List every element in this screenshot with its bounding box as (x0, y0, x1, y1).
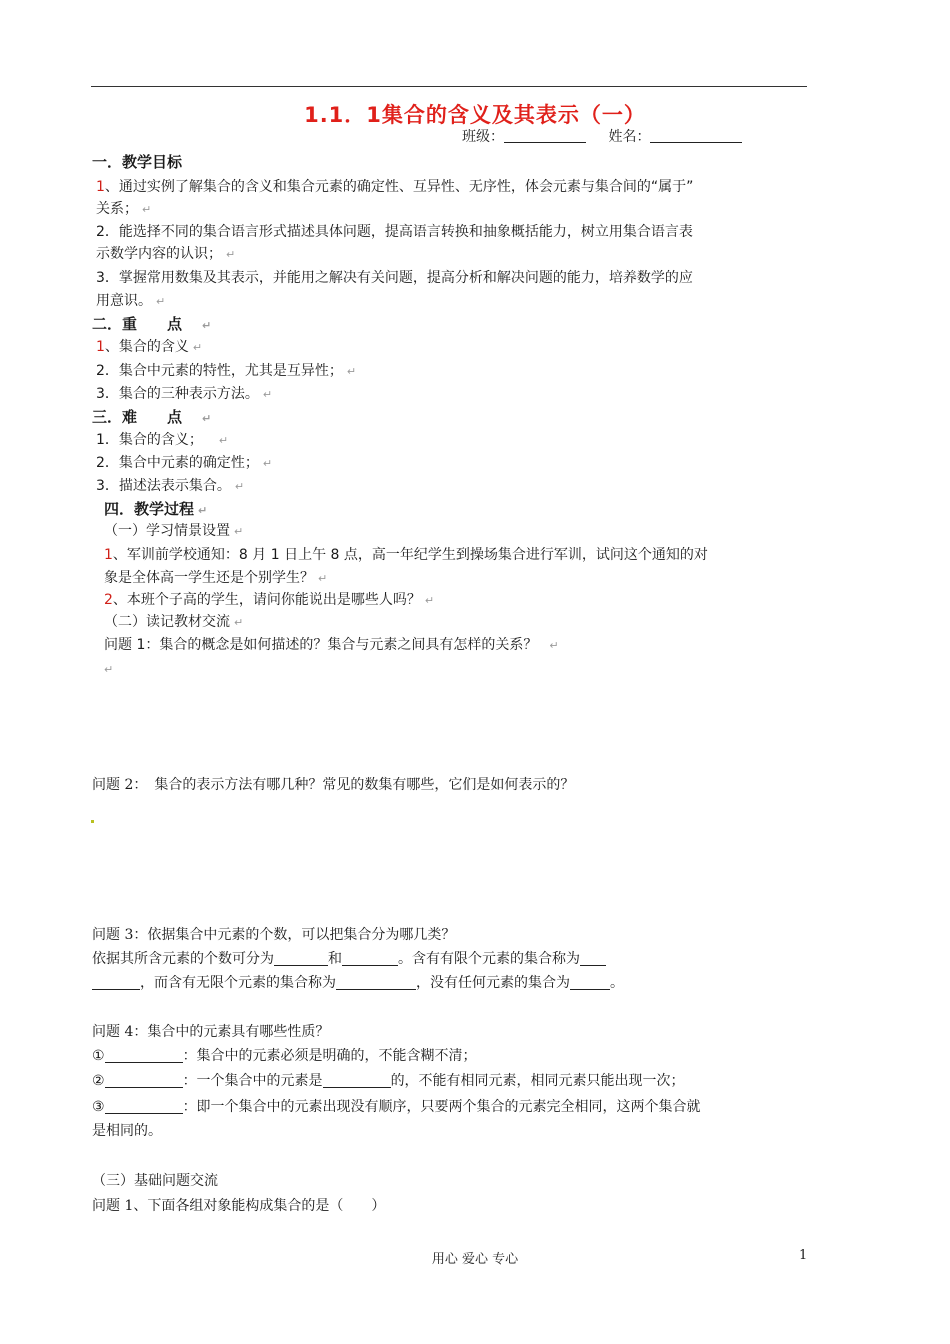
key-point-2: 2．集合中元素的特性，尤其是互异性； ↵ (96, 363, 357, 379)
student-info (462, 126, 742, 146)
scenario-2: 2、本班个子高的学生，请问你能说出是哪些人吗？ ↵ (104, 592, 435, 608)
fill-blank[interactable] (342, 951, 398, 966)
paragraph-mark-icon: ↵ (234, 525, 244, 538)
name-blank[interactable] (650, 128, 742, 143)
fill-blank[interactable] (92, 975, 140, 990)
paragraph-mark-icon: ↵ (142, 203, 152, 216)
paragraph-mark-icon: ↵ (202, 319, 212, 332)
class-label: 班级： (462, 129, 504, 145)
fill-blank[interactable] (323, 1073, 391, 1088)
subsection-scenario: （一）学习情景设置 ↵ (104, 523, 244, 539)
property-1: ① ：集合中的元素必须是明确的，不能含糊不清； (92, 1048, 477, 1064)
subsection-basic: （三）基础问题交流 (92, 1173, 218, 1189)
goal-2-line-2: 示数学内容的认识； ↵ (96, 246, 236, 262)
goal-1-line-1: 1、通过实例了解集合的含义和集合元素的确定性、互异性、无序性，体会元素与集合间的“属于” (96, 179, 694, 195)
question-3-line-2: ，而含有无限个元素的集合称为 ，没有任何元素的集合为 。 (92, 973, 624, 993)
paragraph-mark-icon: ↵ (318, 572, 328, 585)
difficulty-1: 1．集合的含义； ↵ (96, 432, 229, 448)
class-blank[interactable] (504, 128, 586, 143)
fill-blank[interactable] (570, 975, 610, 990)
goal-1-line-2: 关系； ↵ (96, 201, 152, 217)
paragraph-mark-icon: ↵ (346, 365, 357, 378)
property-2: ② ：一个集合中的元素是 的，不能有相同元素，相同元素只能出现一次； (92, 1073, 685, 1089)
paragraph-mark-icon: ↵ (226, 248, 236, 261)
section-heading-difficulties: 三．难 点 ↵ (92, 408, 212, 426)
goal-3-line-1: 3．掌握常用数集及其表示，并能用之解决有关问题，提高分析和解决问题的能力，培养数学的应 (96, 270, 693, 286)
property-3-line-2: 是相同的。 (92, 1123, 162, 1139)
difficulty-2: 2．集合中元素的确定性； ↵ (96, 455, 273, 471)
subsection-reading: （二）读记教材交流 ↵ (104, 614, 244, 630)
section-heading-process: 四．教学过程 ↵ (104, 500, 208, 518)
paragraph-mark-icon: ↵ (192, 341, 203, 354)
footer-slogan: 用心 爱心 专心 (431, 1252, 519, 1267)
property-3: ③ ：即一个集合中的元素出现没有顺序，只要两个集合的元素完全相同，这两个集合就 (92, 1099, 701, 1115)
basic-question-1: 问题 1、下面各组对象能构成集合的是（ ） (92, 1198, 386, 1214)
fill-blank[interactable] (105, 1048, 183, 1063)
name-label: 姓名： (608, 129, 651, 145)
scenario-1-line-1: 1、军训前学校通知：8 月 1 日上午 8 点，高一年纪学生到操场集合进行军训，试问这个通知的对 (104, 547, 708, 563)
paragraph-mark-icon: ↵ (234, 480, 245, 493)
paragraph-mark-icon: ↵ (424, 594, 435, 607)
question-2: 问题 2： 集合的表示方法有哪几种？常见的数集有哪些，它们是如何表示的？ (92, 777, 575, 793)
fill-blank[interactable] (336, 975, 416, 990)
fill-blank[interactable] (105, 1099, 183, 1114)
paragraph-mark-icon: ↵ (549, 639, 559, 652)
paragraph-mark-icon: ↵ (202, 412, 212, 425)
paragraph-mark-icon: ↵ (156, 295, 166, 308)
empty-paragraph (104, 659, 113, 680)
paragraph-mark-icon: ↵ (234, 616, 244, 629)
fill-blank[interactable] (580, 951, 606, 966)
section-heading-goals: 一．教学目标 (92, 153, 183, 171)
page-number: 1 (799, 1248, 808, 1263)
paragraph-mark-icon: ↵ (262, 457, 273, 470)
fill-blank[interactable] (274, 951, 328, 966)
goal-3-line-2: 用意识。 ↵ (96, 293, 166, 309)
key-point-3: 3．集合的三种表示方法。 ↵ (96, 386, 273, 402)
stray-mark (91, 820, 94, 823)
scenario-1-line-2: 象是全体高一学生还是个别学生？ ↵ (104, 570, 328, 586)
paragraph-mark-icon: ↵ (218, 434, 229, 447)
key-point-1: 1、集合的含义 ↵ (96, 339, 203, 355)
header-rule (91, 86, 807, 87)
paragraph-mark-icon: ↵ (262, 388, 273, 401)
question-4: 问题 4：集合中的元素具有哪些性质？ (92, 1024, 330, 1040)
goal-2-line-1: 2．能选择不同的集合语言形式描述具体问题，提高语言转换和抽象概括能力，树立用集合语言表 (96, 224, 693, 240)
paragraph-mark-icon: ↵ (104, 663, 114, 676)
question-3-line-1: 依据其所含元素的个数可分为 和 。含有有限个元素的集合称为 (92, 949, 606, 969)
paragraph-mark-icon: ↵ (198, 504, 208, 517)
fill-blank[interactable] (105, 1073, 183, 1088)
difficulty-3: 3．描述法表示集合。 ↵ (96, 478, 245, 494)
question-3: 问题 3：依据集合中元素的个数，可以把集合分为哪几类？ (92, 927, 456, 943)
question-1: 问题 1：集合的概念是如何描述的？集合与元素之间具有怎样的关系？ ↵ (104, 637, 559, 653)
section-heading-key-points: 二．重 点 ↵ (92, 315, 212, 333)
document-title: 1.1．1集合的含义及其表示（一） (304, 103, 646, 127)
